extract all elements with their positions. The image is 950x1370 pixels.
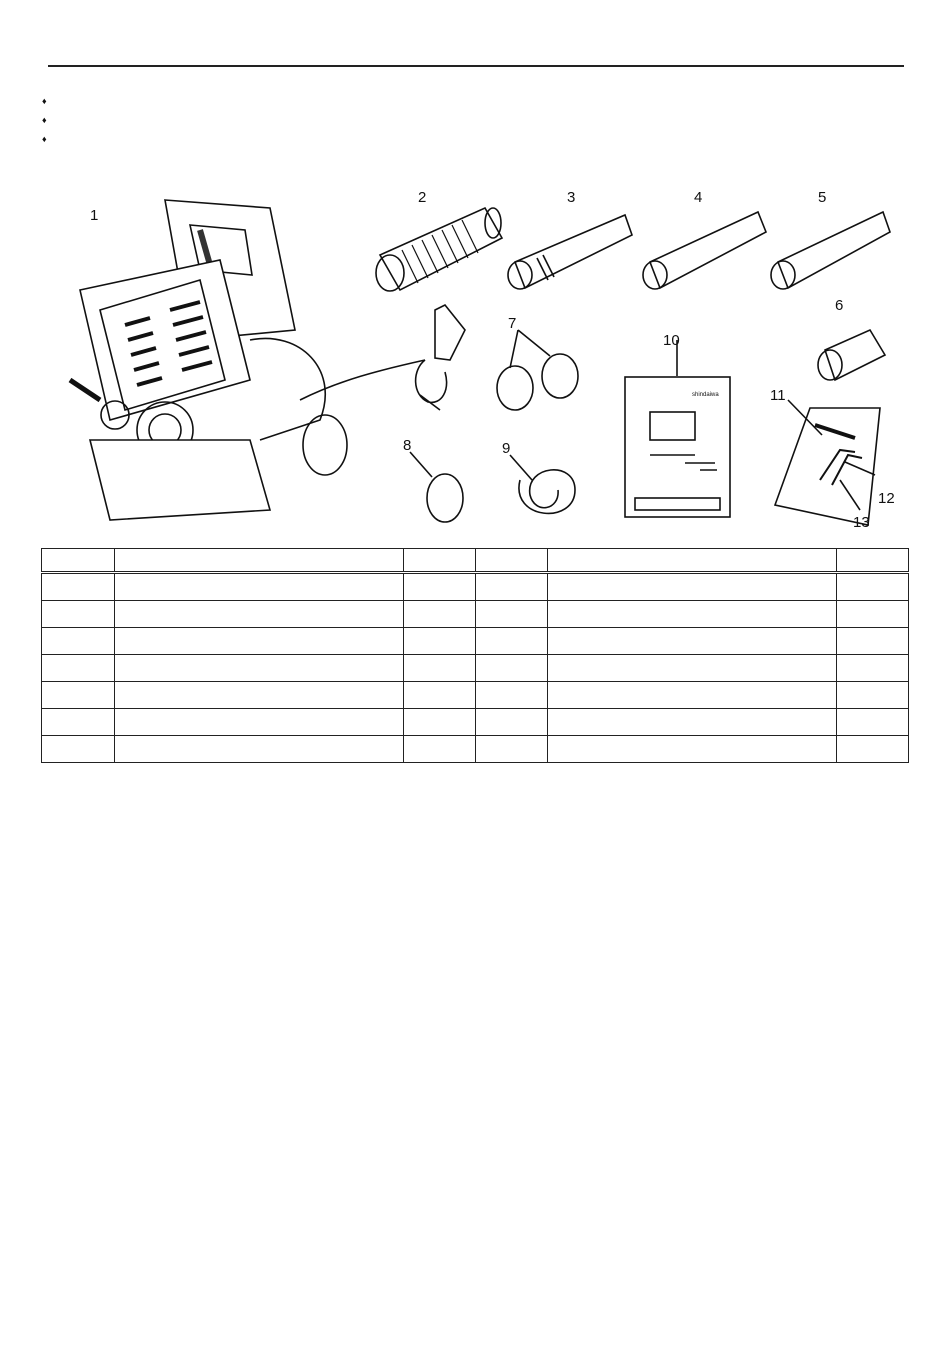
straight-pipe-drawing [643, 212, 766, 289]
straight-pipe-drawing [771, 212, 890, 289]
table-cell [42, 709, 115, 736]
callout-5: 5 [818, 189, 827, 206]
throttle-handle-drawing [416, 305, 465, 410]
table-cell [476, 655, 548, 682]
table-cell [404, 682, 476, 709]
table-cell [42, 736, 115, 763]
callout-10: 10 [663, 332, 680, 349]
table-header-row [42, 549, 909, 573]
table-cell [476, 628, 548, 655]
callout-4: 4 [694, 189, 703, 206]
table-cell [115, 655, 404, 682]
table-cell [476, 601, 548, 628]
callout-9: 9 [502, 440, 511, 457]
table-cell [837, 655, 909, 682]
table-cell [42, 682, 115, 709]
table-cell [42, 628, 115, 655]
callout-3: 3 [567, 189, 576, 206]
table-cell [837, 736, 909, 763]
table-row [42, 655, 909, 682]
callout-7: 7 [508, 315, 517, 332]
table-cell [548, 736, 837, 763]
table-cell [404, 628, 476, 655]
cap-drawing [427, 474, 463, 522]
table-row [42, 709, 909, 736]
table-cell [476, 682, 548, 709]
table-cell [837, 601, 909, 628]
bullet-marker: ♦ [42, 115, 47, 125]
callout-1: 1 [90, 207, 99, 224]
owner-manual-drawing [625, 340, 730, 517]
manual-brand: shindaiwa [692, 392, 719, 398]
table-header-cell [404, 549, 476, 573]
leader-line [410, 452, 432, 477]
table-header-cell [115, 549, 404, 573]
table-header-cell [837, 549, 909, 573]
bullet-marker: ♦ [42, 134, 47, 144]
table-header-cell [548, 549, 837, 573]
backpack-blower-drawing [70, 200, 425, 520]
callout-6: 6 [835, 297, 844, 314]
table-cell [548, 709, 837, 736]
table-cell [548, 628, 837, 655]
table-cell [476, 573, 548, 601]
table-cell [42, 573, 115, 601]
table-cell [837, 628, 909, 655]
table-cell [548, 655, 837, 682]
table-cell [548, 601, 837, 628]
callout-13: 13 [853, 514, 870, 530]
table-cell [476, 709, 548, 736]
table-row [42, 601, 909, 628]
table-row [42, 573, 909, 601]
hose-clamps-drawing [497, 330, 578, 410]
table-cell [404, 655, 476, 682]
table-cell [115, 682, 404, 709]
table-cell [115, 628, 404, 655]
table-cell [837, 682, 909, 709]
table-cell [42, 655, 115, 682]
table-cell [115, 573, 404, 601]
table-cell [404, 601, 476, 628]
callout-2: 2 [418, 189, 427, 206]
table-row [42, 682, 909, 709]
callout-8: 8 [403, 437, 412, 454]
cord-drawing [510, 455, 575, 513]
table-cell [476, 736, 548, 763]
callout-12: 12 [878, 490, 895, 507]
parts-illustration [40, 180, 920, 530]
nozzle-drawing [818, 330, 885, 380]
table-header-cell [476, 549, 548, 573]
bullet-marker: ♦ [42, 96, 47, 106]
table-cell [115, 736, 404, 763]
table-cell [404, 709, 476, 736]
bullet-list [42, 92, 47, 149]
header-rule [48, 65, 904, 67]
callout-11: 11 [770, 387, 786, 404]
table-row [42, 736, 909, 763]
table-cell [837, 709, 909, 736]
flex-hose-drawing [376, 208, 502, 291]
table-cell [837, 573, 909, 601]
tool-kit-drawing [775, 400, 880, 525]
table-cell [42, 601, 115, 628]
table-cell [548, 682, 837, 709]
table-cell [404, 573, 476, 601]
table-cell [548, 573, 837, 601]
table-header-cell [42, 549, 115, 573]
parts-table [41, 548, 909, 763]
table-row [42, 628, 909, 655]
table-cell [115, 709, 404, 736]
table-cell [115, 601, 404, 628]
straight-pipe-drawing [508, 215, 632, 289]
table-cell [404, 736, 476, 763]
